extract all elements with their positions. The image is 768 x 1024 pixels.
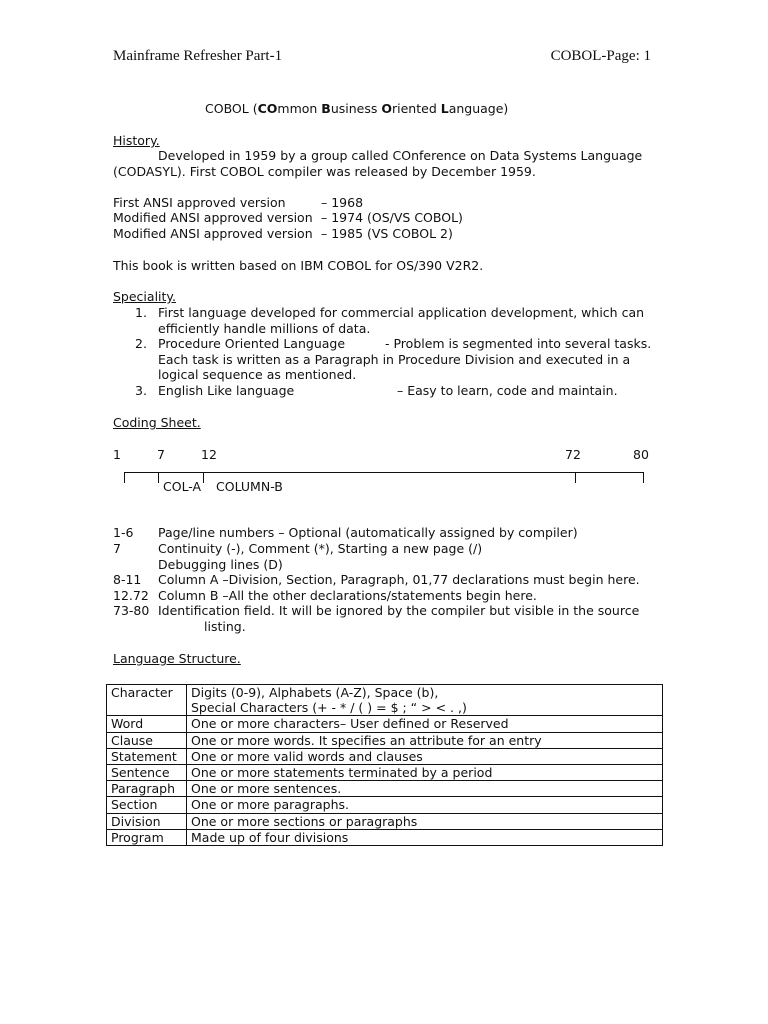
desc-cell: One or more statements terminated by a period xyxy=(187,765,663,781)
col-b-label: COLUMN-B xyxy=(216,479,283,494)
term-cell: Word xyxy=(107,716,187,732)
version-value: – 1974 (OS/VS COBOL) xyxy=(321,210,463,225)
term-cell: Division xyxy=(107,813,187,829)
version-label: Modified ANSI approved version xyxy=(113,210,313,225)
col-a-label: COL-A xyxy=(163,479,202,494)
ruler-label: 1 xyxy=(113,447,121,462)
list-item: 3. English Like language – Easy to learn, code and maintain. xyxy=(135,382,618,398)
table-row xyxy=(107,732,663,748)
history-line-2: (CODASYL). First COBOL compiler was released by December 1959. xyxy=(113,164,536,179)
term-cell: Statement xyxy=(107,748,187,764)
speciality-list xyxy=(113,305,673,398)
version-label: First ANSI approved version xyxy=(113,195,286,210)
desc-cell: One or more sentences. xyxy=(187,781,663,797)
version-value: – 1968 xyxy=(321,195,364,210)
desc-cell: One or more words. It specifies an attribute for an entry xyxy=(187,732,663,748)
coding-sheet-heading: Coding Sheet. xyxy=(113,415,201,430)
ruler-label: 12 xyxy=(201,447,217,462)
list-item: 1. First language developed for commercial application development, which can efficiently handle millions of data. xyxy=(135,305,645,336)
ruler-tick xyxy=(158,472,159,483)
speciality-heading: Speciality. xyxy=(113,289,177,304)
table-row xyxy=(107,765,663,781)
desc-cell: Made up of four divisions xyxy=(187,829,663,845)
version-label: Modified ANSI approved version xyxy=(113,226,313,241)
language-structure-table xyxy=(106,684,663,846)
version-value: – 1985 (VS COBOL 2) xyxy=(321,226,453,241)
language-structure-heading: Language Structure. xyxy=(113,651,241,666)
term-cell: Sentence xyxy=(107,765,187,781)
term-cell: Clause xyxy=(107,732,187,748)
ruler-tick xyxy=(575,472,576,483)
page-title: COBOL (COmmon Business Oriented Language) xyxy=(205,101,509,116)
history-heading: History. xyxy=(113,133,160,148)
ruler-tick xyxy=(124,472,125,483)
table-row xyxy=(107,716,663,732)
term-cell: Section xyxy=(107,797,187,813)
desc-cell: One or more sections or paragraphs xyxy=(187,813,663,829)
table-row xyxy=(107,797,663,813)
table-row xyxy=(107,685,663,716)
desc-cell: Digits (0-9), Alphabets (A-Z), Space (b), Special Characters (+ - * / ( ) = $ ; “ > < . ,) xyxy=(187,685,663,716)
ruler-label: 80 xyxy=(633,447,649,462)
header-right: COBOL-Page: 1 xyxy=(550,48,651,64)
table-row xyxy=(107,748,663,764)
desc-cell: One or more characters– User defined or Reserved xyxy=(187,716,663,732)
ruler-tick xyxy=(643,472,644,483)
table-row xyxy=(107,829,663,845)
desc-cell: One or more valid words and clauses xyxy=(187,748,663,764)
term-cell: Program xyxy=(107,829,187,845)
table-row xyxy=(107,781,663,797)
ruler-tick xyxy=(203,472,204,483)
desc-cell: One or more paragraphs. xyxy=(187,797,663,813)
list-item: 2. Procedure Oriented Language - Problem is segmented into several tasks. Each task is written as a Paragraph in Procedure Division and executed in a logical sequence as mentioned. xyxy=(135,336,652,382)
term-cell: Paragraph xyxy=(107,781,187,797)
term-cell: Character xyxy=(107,685,187,716)
table-row xyxy=(107,813,663,829)
ruler-line xyxy=(124,472,644,473)
ruler-label: 7 xyxy=(157,447,165,462)
history-line-1: Developed in 1959 by a group called COnference on Data Systems Language xyxy=(158,148,643,163)
book-note: This book is written based on IBM COBOL for OS/390 V2R2. xyxy=(113,258,484,273)
ruler-label: 72 xyxy=(565,447,581,462)
header-left: Mainframe Refresher Part-1 xyxy=(113,48,283,64)
